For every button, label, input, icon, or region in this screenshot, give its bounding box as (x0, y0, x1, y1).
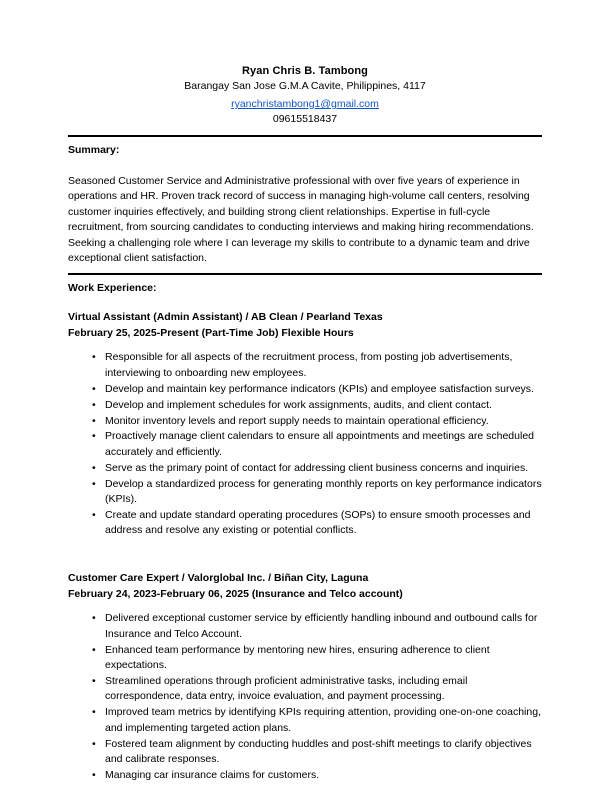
bullet-icon: • (92, 398, 96, 411)
bullet-icon: • (92, 706, 96, 719)
list-item-text: Delivered exceptional customer service by efficiently handling inbound and outbound calls for Insurance and Telco Account. (105, 612, 538, 640)
list-item-text: Enhanced team performance by mentoring new hires, ensuring adherence to client expectations. (105, 643, 490, 672)
list-item (68, 737, 542, 768)
list-item (68, 674, 542, 705)
list-item-text: Develop a standardized process for generating monthly reports on key performance indicators (KPIs). (105, 477, 542, 506)
bullet-icon: • (92, 351, 96, 364)
list-item (68, 461, 542, 476)
list-item-text: Improved team metrics by identifying KPIs requiring attention, providing one-on-one coaching, and implementing targeted action plans. (105, 706, 541, 734)
list-item (68, 643, 542, 674)
list-item (68, 705, 542, 736)
bullet-icon: • (92, 382, 96, 395)
work-experience-heading: Work Experience: (68, 282, 157, 295)
job-spacer (68, 539, 542, 556)
job-title: Customer Care Expert / Valorglobal Inc. / Biñan City, Laguna (68, 572, 369, 585)
job-dates: February 24, 2023-February 06, 2025 (Insurance and Telco account) (68, 587, 403, 600)
candidate-address: Barangay San Jose G.M.A Cavite, Philippines, 4117 (184, 80, 426, 92)
job-dates: February 25, 2025-Present (Part-Time Job) Flexible Hours (68, 326, 354, 339)
job-title: Virtual Assistant (Admin Assistant) / AB Clean / Pearland Texas (68, 311, 383, 324)
list-item (68, 398, 542, 413)
list-item (68, 382, 542, 397)
summary-body: Seasoned Customer Service and Administrative professional with over five years of experience in operations and HR. Proven track record of success in managing high-volume call centers, resolving customer inquiries effectively, and building strong client relationships. Expertise in full-cycle recruitment, from sourcing candidates to conducting interviews and making hiring recommendations. Seeking a challenging role where I can leverage my skills to contribute to a dynamic team and drive exceptional client satisfaction. (68, 175, 534, 265)
list-item-text: Create and update standard operating procedures (SOPs) to ensure smooth processes and address and resolve any existing or potential conflicts. (105, 509, 531, 537)
divider-below-summary (68, 273, 542, 275)
list-item (68, 611, 542, 642)
bullet-icon: • (92, 509, 96, 521)
candidate-phone: 09615518437 (272, 113, 338, 125)
bullet-icon: • (92, 768, 96, 781)
list-item (68, 477, 542, 508)
job-entry (68, 310, 542, 538)
list-item (68, 768, 542, 783)
list-item-text: Fostered team alignment by conducting huddles and post-shift meetings to clarify objectives and calibrate responses. (105, 737, 532, 765)
bullet-icon: • (92, 477, 96, 490)
divider-above-summary (68, 135, 542, 137)
list-item (68, 350, 542, 381)
list-item (68, 508, 542, 539)
list-item-text: Serve as the primary point of contact for addressing client business concerns and inquiries. (105, 461, 529, 474)
bullet-icon: • (92, 612, 96, 625)
bullet-icon: • (92, 674, 96, 687)
bullet-icon: • (92, 461, 96, 474)
list-item (68, 429, 542, 460)
candidate-email-link[interactable]: ryanchristambong1@gmail.com (231, 98, 379, 110)
summary-section (68, 143, 542, 266)
candidate-name: Ryan Chris B. Tambong (242, 65, 368, 77)
resume-header (68, 64, 542, 127)
list-item-text: Develop and implement schedules for work assignments, audits, and client contact. (105, 398, 492, 411)
bullet-icon: • (92, 430, 96, 443)
list-item-text: Managing car insurance claims for customers. (105, 768, 320, 781)
list-item-text: Streamlined operations through proficient administrative tasks, including email correspondence, data entry, invoice evaluation, and payment processing. (105, 674, 468, 703)
list-item-text: Responsible for all aspects of the recruitment process, from posting job advertisements, interviewing to onboarding new employees. (105, 351, 513, 379)
bullet-icon: • (92, 643, 96, 656)
job-responsibility-list (68, 611, 542, 783)
bullet-icon: • (92, 737, 96, 750)
work-experience-section (68, 281, 542, 783)
list-item-text: Monitor inventory levels and report supply needs to maintain operational efficiency. (105, 414, 489, 427)
list-item (68, 414, 542, 429)
list-item-text: Develop and maintain key performance indicators (KPIs) and employee satisfaction surveys. (105, 382, 534, 395)
resume-content (68, 64, 542, 784)
job-entry (68, 571, 542, 783)
list-item-text: Proactively manage client calendars to ensure all appointments and meetings are scheduled accurately and efficiently. (105, 430, 535, 458)
job-responsibility-list (68, 350, 542, 538)
summary-heading: Summary: (68, 144, 120, 156)
bullet-icon: • (92, 414, 96, 427)
